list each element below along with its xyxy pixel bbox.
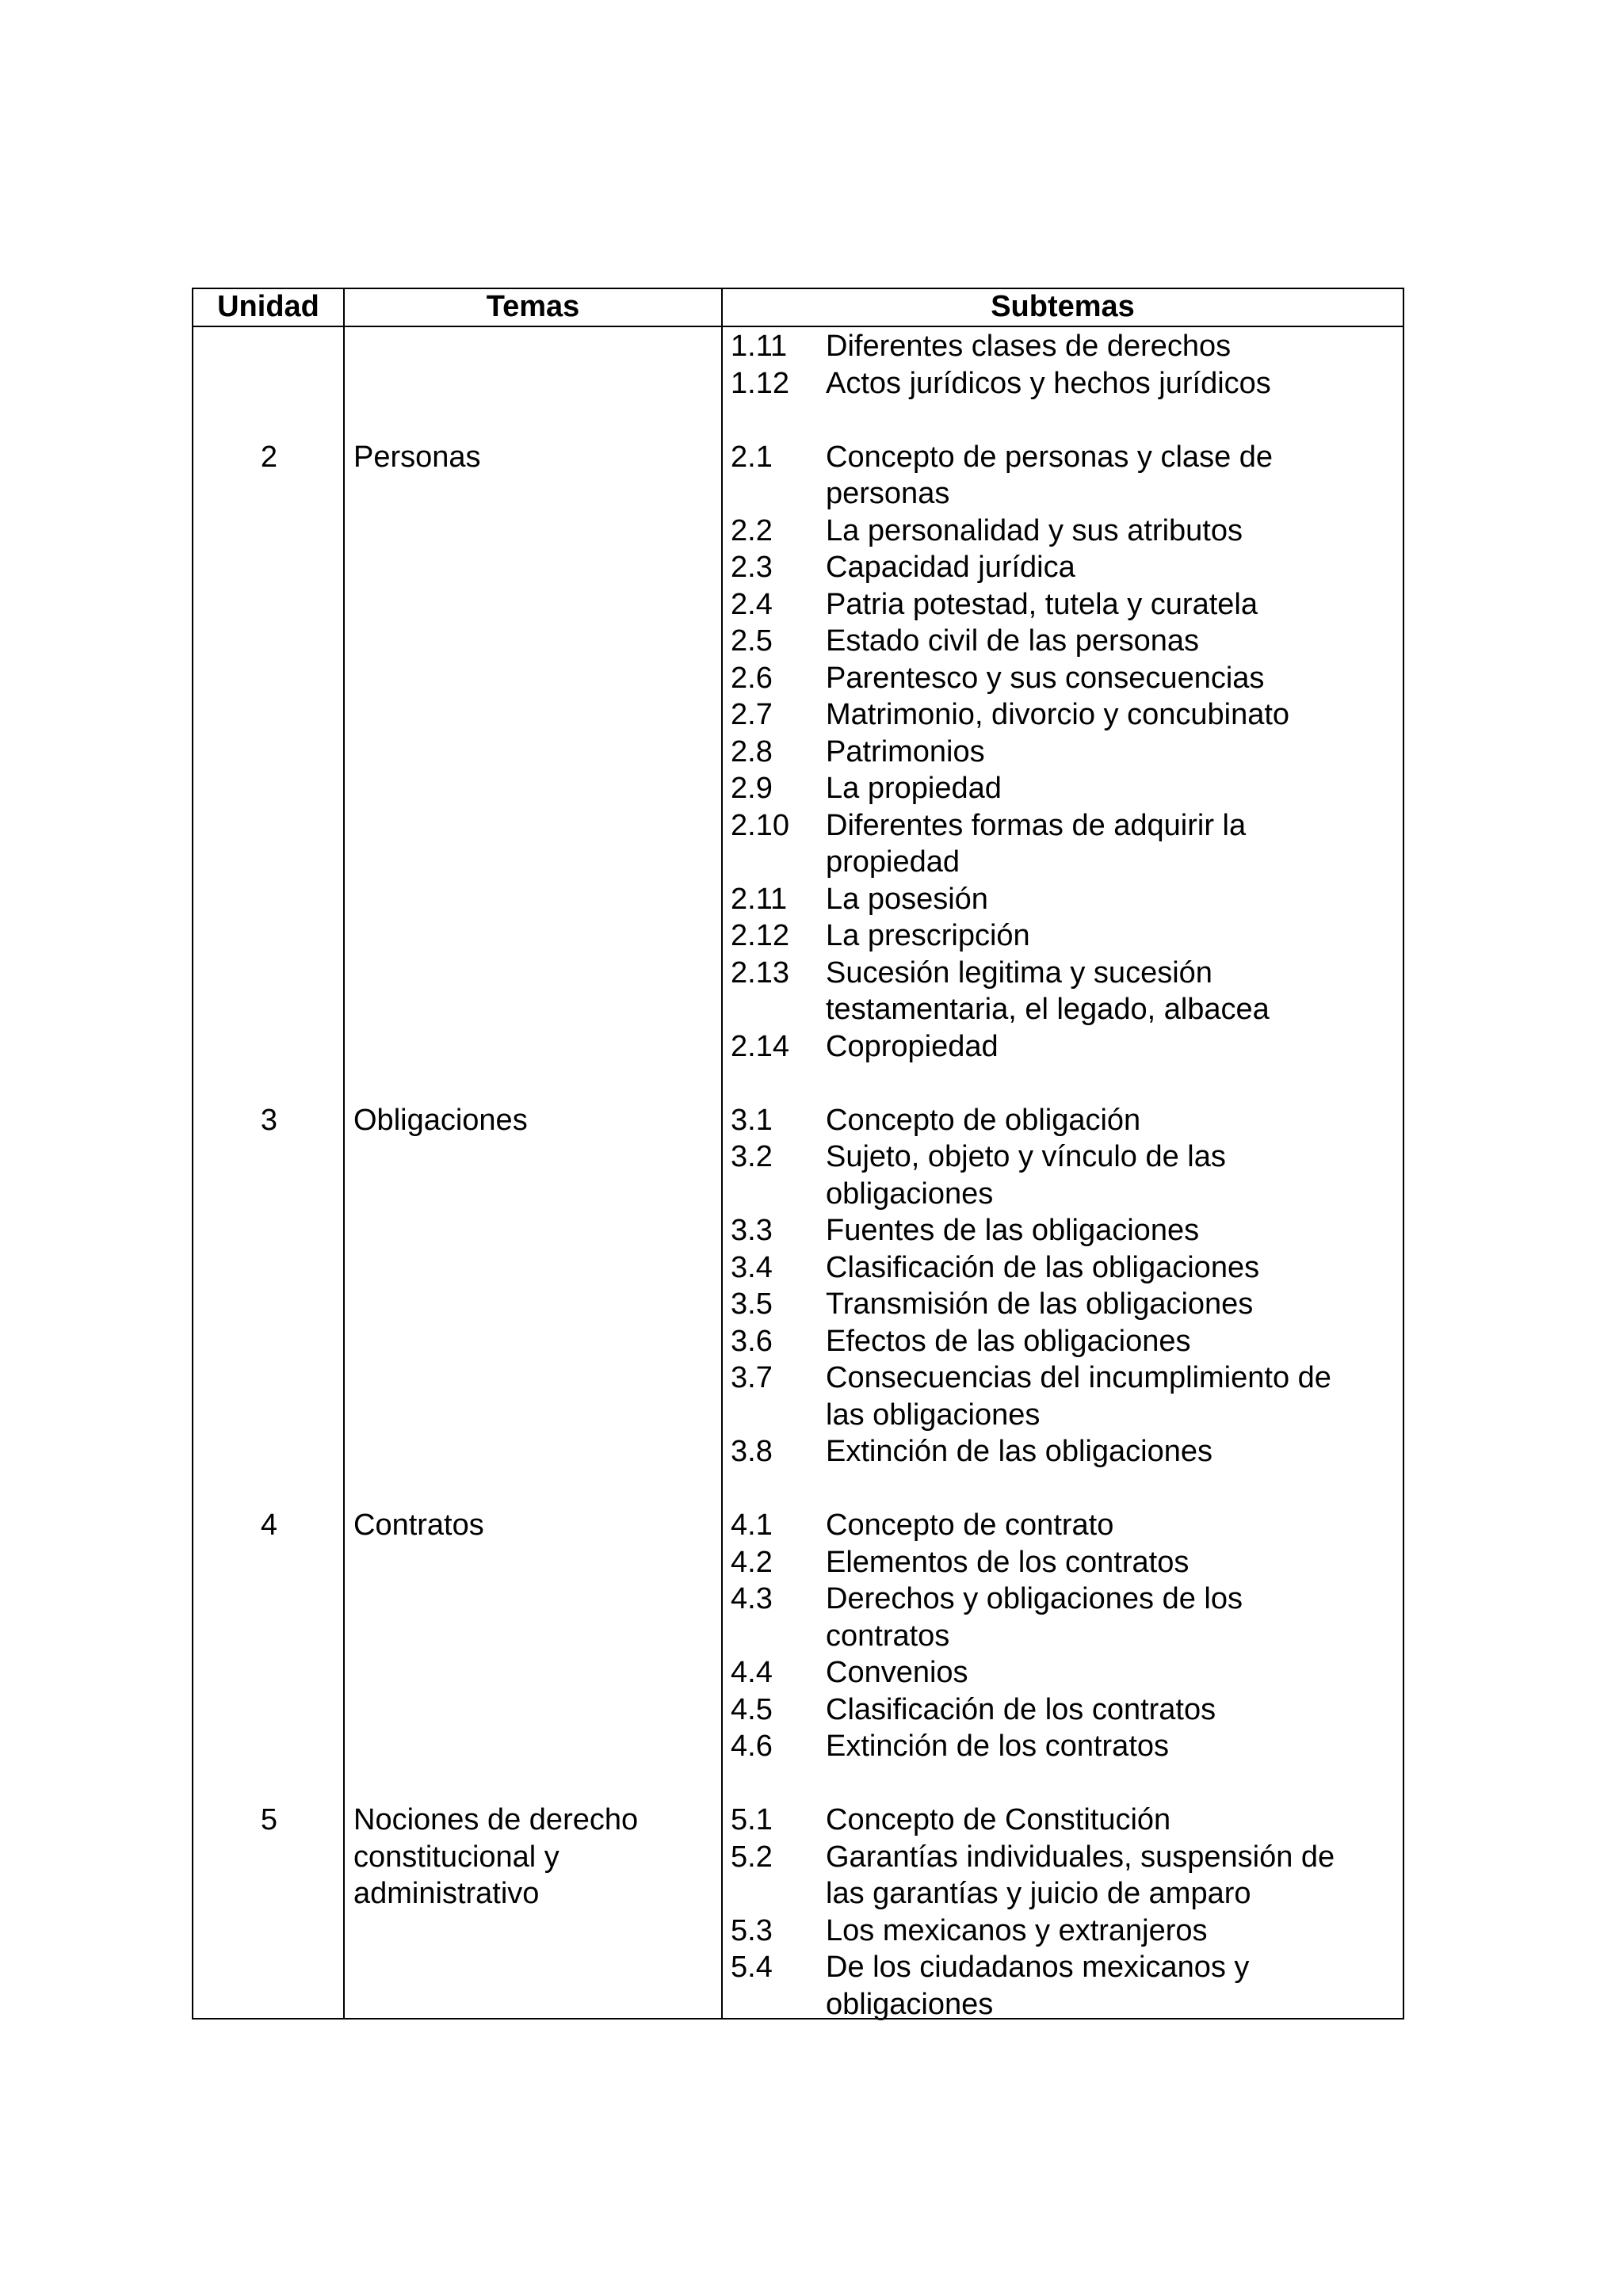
subtopic-item: [731, 734, 1404, 771]
subtopic-text: propiedad: [826, 845, 960, 879]
subtopics-cell: [731, 1802, 1404, 2023]
subtopic-number: 2.3: [731, 551, 773, 584]
subtopic-number: 3.6: [731, 1324, 773, 1358]
subtopics-cell: [731, 1102, 1404, 1470]
subtopic-number: 4.1: [731, 1508, 773, 1542]
theme-cell: [353, 1802, 718, 1913]
subtopic-text: Clasificación de las obligaciones: [826, 1250, 1260, 1284]
subtopic-number: 2.13: [731, 955, 789, 990]
subtopic-number: 1.11: [731, 330, 788, 363]
subtopic-text: Estado civil de las personas: [826, 624, 1200, 658]
subtopic-text: personas: [826, 477, 950, 510]
subtopic-text: obligaciones: [826, 1987, 994, 2021]
subtopic-text: Copropiedad: [826, 1029, 999, 1063]
subtopic-number: 2.2: [731, 513, 773, 547]
subtopic-text: Fuentes de las obligaciones: [826, 1214, 1200, 1247]
subtopic-number: 4.5: [731, 1692, 773, 1726]
subtopic-text: Los mexicanos y extranjeros: [826, 1913, 1208, 1947]
table-row: [192, 439, 1404, 1066]
subtopic-number: 3.5: [731, 1287, 773, 1321]
subtopic-number: 3.1: [731, 1103, 773, 1137]
subtopic-item: [731, 1360, 1404, 1433]
subtopic-item: [731, 1839, 1404, 1913]
subtopic-text: Concepto de personas y clase de: [826, 440, 1274, 474]
subtopic-text: Convenios: [826, 1656, 968, 1689]
subtopic-text: Clasificación de los contratos: [826, 1692, 1216, 1726]
subtopics-cell: [731, 328, 1404, 402]
subtopic-item: [731, 1286, 1404, 1323]
subtopic-text: Parentesco y sus consecuencias: [826, 661, 1265, 695]
subtopic-text: La prescripción: [826, 919, 1030, 952]
header-temas: Temas: [486, 290, 580, 323]
subtopic-item: [731, 1581, 1404, 1654]
subtopic-text: las obligaciones: [826, 1398, 1041, 1432]
theme-line: Nociones de derecho: [353, 1803, 639, 1836]
subtopic-text: Matrimonio, divorcio y concubinato: [826, 698, 1290, 731]
subtopic-text: Patrimonios: [826, 734, 985, 769]
unit-number: 5: [260, 1803, 278, 1836]
unit-number: 4: [260, 1508, 278, 1542]
subtopic-item: [731, 1728, 1404, 1765]
subtopic-item: [731, 1691, 1404, 1729]
subtopic-number: 2.7: [731, 698, 773, 731]
subtopic-number: 2.11: [731, 882, 788, 916]
subtopic-item: [731, 1544, 1404, 1581]
table-row: [192, 1102, 1404, 1470]
subtopic-number: 2.4: [731, 587, 773, 621]
subtopic-text: Derechos y obligaciones de los: [826, 1582, 1243, 1615]
subtopic-number: 5.2: [731, 1840, 773, 1874]
subtopic-number: 4.6: [731, 1730, 773, 1763]
theme-line: constitucional y: [353, 1840, 559, 1874]
subtopic-number: 5.1: [731, 1803, 773, 1836]
subtopic-text: Extinción de los contratos: [826, 1730, 1170, 1763]
subtopic-number: 3.3: [731, 1214, 773, 1247]
subtopic-number: 4.2: [731, 1545, 773, 1579]
subtopic-number: 2.9: [731, 772, 773, 805]
subtopic-text: Capacidad jurídica: [826, 551, 1075, 584]
subtopic-text: De los ciudadanos mexicanos y: [826, 1951, 1250, 1984]
subtopic-text: Garantías individuales, suspensión de: [826, 1840, 1335, 1874]
subtopic-number: 2.8: [731, 734, 773, 769]
subtopic-number: 3.7: [731, 1361, 773, 1394]
subtopic-number: 2.1: [731, 440, 773, 474]
subtopic-item: [731, 586, 1404, 624]
subtopic-item: [731, 513, 1404, 550]
subtopic-item: [731, 955, 1404, 1028]
subtopic-item: [731, 1949, 1404, 2023]
header-subtemas: Subtemas: [991, 290, 1135, 323]
subtopic-number: 2.14: [731, 1029, 789, 1063]
subtopic-text: La posesión: [826, 882, 988, 916]
subtopic-item: [731, 1028, 1404, 1066]
subtopic-item: [731, 549, 1404, 586]
subtopic-text: Efectos de las obligaciones: [826, 1324, 1191, 1358]
header-unidad: Unidad: [217, 290, 319, 323]
unit-number: 2: [260, 440, 278, 474]
theme-line: Personas: [353, 440, 481, 474]
subtopic-item: [731, 917, 1404, 955]
subtopic-item: [731, 1913, 1404, 1950]
header-divider: [192, 326, 1404, 327]
subtopic-text: Diferentes formas de adquirir la: [826, 808, 1247, 842]
subtopic-number: 3.2: [731, 1140, 773, 1173]
subtopic-item: [731, 1249, 1404, 1287]
subtopic-number: 3.4: [731, 1250, 773, 1284]
theme-line: Contratos: [353, 1508, 484, 1542]
subtopic-item: [731, 660, 1404, 697]
subtopic-item: [731, 328, 1404, 365]
subtopic-item: [731, 1802, 1404, 1839]
subtopic-item: [731, 1654, 1404, 1691]
subtopic-item: [731, 1138, 1404, 1212]
subtopic-item: [731, 696, 1404, 734]
subtopic-item: [731, 623, 1404, 660]
subtopic-text: Actos jurídicos y hechos jurídicos: [826, 366, 1271, 400]
subtopic-number: 3.8: [731, 1435, 773, 1468]
subtopic-text: obligaciones: [826, 1177, 994, 1211]
subtopic-item: [731, 1323, 1404, 1360]
subtopic-item: [731, 439, 1404, 513]
subtopic-text: Diferentes clases de derechos: [826, 330, 1232, 363]
subtopic-text: testamentaria, el legado, albacea: [826, 993, 1270, 1026]
table-row: [192, 1802, 1404, 2023]
subtopic-text: contratos: [826, 1619, 950, 1653]
subtopic-item: [731, 881, 1404, 918]
subtopic-item: [731, 1507, 1404, 1544]
subtopics-cell: [731, 1507, 1404, 1765]
subtopic-number: 4.4: [731, 1656, 773, 1689]
unit-number: 3: [260, 1103, 278, 1137]
subtopic-number: 1.12: [731, 366, 789, 400]
subtopic-text: las garantías y juicio de amparo: [826, 1877, 1251, 1910]
subtopic-text: Sucesión legitima y sucesión: [826, 955, 1212, 990]
subtopic-text: Transmisión de las obligaciones: [826, 1287, 1254, 1321]
subtopic-text: Elementos de los contratos: [826, 1545, 1190, 1579]
subtopic-number: 5.3: [731, 1913, 773, 1947]
subtopic-item: [731, 365, 1404, 402]
subtopic-number: 2.10: [731, 808, 789, 842]
subtopic-number: 2.12: [731, 919, 789, 952]
subtopic-text: Concepto de obligación: [826, 1103, 1141, 1137]
subtopic-item: [731, 770, 1404, 807]
subtopic-text: Concepto de Constitución: [826, 1803, 1171, 1836]
subtopic-text: Consecuencias del incumplimiento de: [826, 1361, 1331, 1394]
subtopic-text: Extinción de las obligaciones: [826, 1435, 1212, 1468]
theme-line: administrativo: [353, 1877, 540, 1910]
subtopic-text: Sujeto, objeto y vínculo de las: [826, 1140, 1226, 1173]
subtopic-text: Patria potestad, tutela y curatela: [826, 587, 1258, 621]
subtopic-number: 4.3: [731, 1582, 773, 1615]
subtopic-number: 2.6: [731, 661, 773, 695]
subtopic-item: [731, 1212, 1404, 1249]
theme-cell: [353, 1102, 718, 1139]
subtopic-item: [731, 1433, 1404, 1470]
subtopics-cell: [731, 439, 1404, 1066]
subtopic-text: La personalidad y sus atributos: [826, 513, 1243, 547]
subtopic-text: Concepto de contrato: [826, 1508, 1114, 1542]
theme-cell: [353, 1507, 718, 1544]
subtopic-item: [731, 1102, 1404, 1139]
theme-cell: [353, 439, 718, 476]
table-row: [192, 1507, 1404, 1765]
subtopic-number: 5.4: [731, 1951, 773, 1984]
subtopic-number: 2.5: [731, 624, 773, 658]
subtopic-item: [731, 807, 1404, 881]
theme-line: Obligaciones: [353, 1103, 528, 1137]
subtopic-text: La propiedad: [826, 772, 1002, 805]
table-row: [192, 328, 1404, 402]
